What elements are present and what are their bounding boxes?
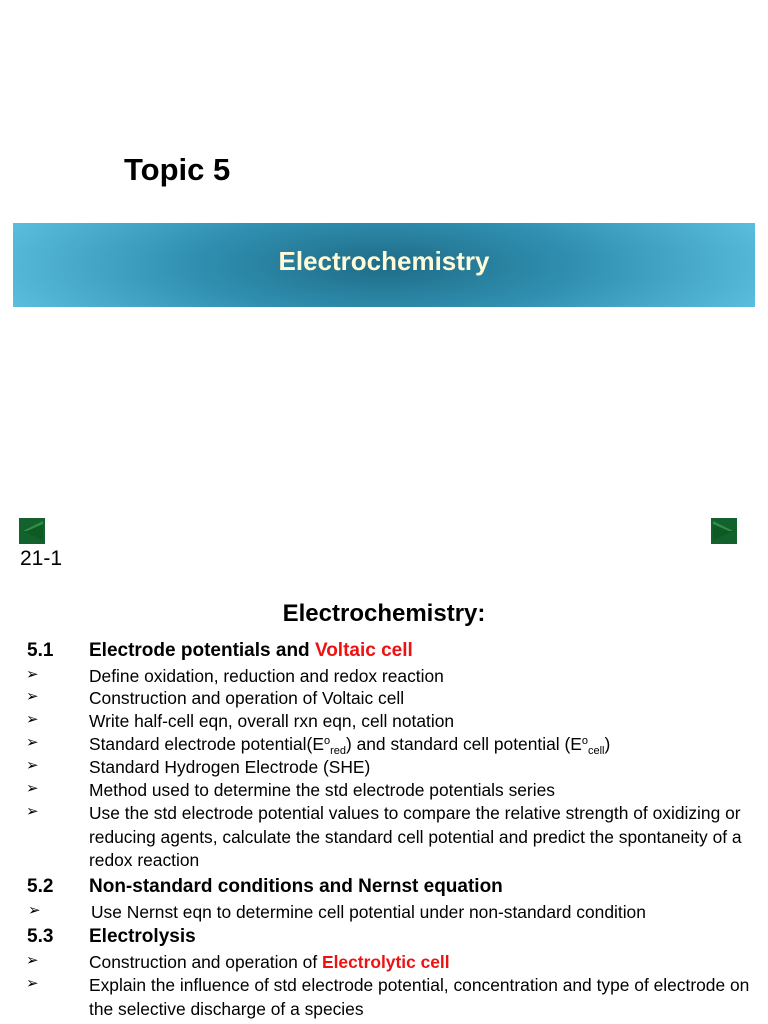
section-title-highlight: Voltaic cell [314,640,413,661]
bullet-text: Explain the influence of std electrode potential, concentration and type of electrode on the selective discharge of a species [89,975,750,1019]
section-title: Non-standard conditions and Nernst equation [89,876,503,897]
bullet-text: Construction and operation of Voltaic cell [89,688,405,708]
section-number: 5.1 [27,640,54,661]
topic-title: Topic 5 [124,152,231,187]
banner-title: Electrochemistry [278,245,490,276]
arrow-bullet-icon: ➢ [26,734,39,751]
bullet-text [89,733,759,757]
section-number: 5.2 [27,876,54,897]
bullet-text: Standard Hydrogen Electrode (SHE) [89,757,371,777]
bullet-text-highlight: Electrolytic cell [322,952,450,972]
triangle-left-icon [19,518,45,544]
subscript-red: red [330,745,346,757]
bullet-text-plain: Construction and operation of [89,952,322,972]
superscript-o: o [581,735,588,747]
potential-text-2: ) and standard cell potential (E [345,734,582,754]
arrow-bullet-icon: ➢ [26,757,39,774]
bullet-text: Define oxidation, reduction and redox reaction [89,666,444,686]
section-number: 5.3 [27,926,54,947]
section-title-text: Electrode potentials and [89,640,315,661]
title-banner [13,223,755,307]
slide-number: 21-1 [20,547,63,570]
previous-slide-button[interactable] [19,518,45,544]
next-slide-button[interactable] [711,518,737,544]
arrow-bullet-icon: ➢ [28,902,41,919]
arrow-bullet-icon: ➢ [26,952,39,969]
bullet-text: Use Nernst eqn to determine cell potential under non-standard condition [91,902,646,922]
subscript-cell: cell [587,745,605,757]
arrow-bullet-icon: ➢ [26,780,39,797]
bullet-text: Method used to determine the std electrode potentials series [89,780,555,800]
slide-heading: Electrochemistry: [282,600,486,627]
arrow-bullet-icon: ➢ [26,688,39,705]
bullet-text: Use the std electrode potential values to compare the relative strength of oxidizing or reducing agents, calculate the standard cell potential and predict the spontaneity of a redox reaction [89,803,742,870]
potential-text-1: Standard electrode potential(E [89,734,324,754]
superscript-o: o [323,735,331,747]
arrow-bullet-icon: ➢ [26,803,39,820]
potential-text-3: ) [604,734,611,754]
arrow-bullet-icon: ➢ [26,975,39,992]
bullet-text: Write half-cell eqn, overall rxn eqn, cell notation [89,711,455,731]
arrow-bullet-icon: ➢ [26,711,39,728]
bullet-text [89,951,759,975]
section-title: Electrolysis [89,926,196,947]
section-title [89,640,413,662]
arrow-bullet-icon: ➢ [26,666,39,683]
triangle-right-icon [711,518,737,544]
